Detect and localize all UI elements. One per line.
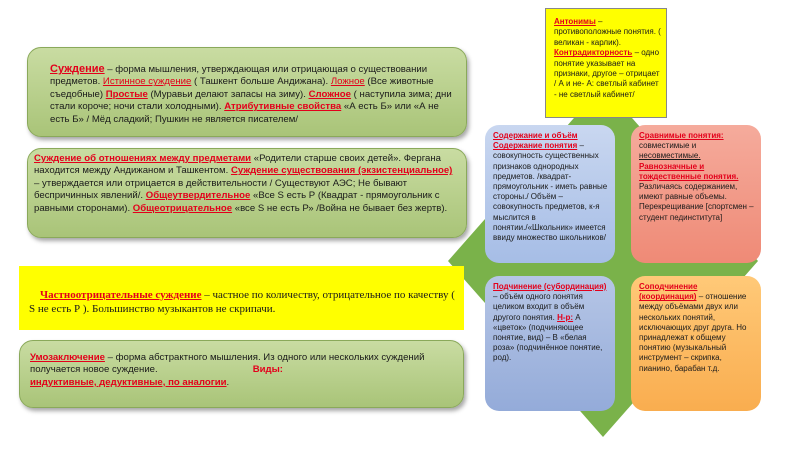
concept-content-text: – совокупность существенных признаков однородных предметов. /квадрат- прямоугольник - иметь равные стороны./ Объём – совокупность предметов, к-я мыслится в понятии./«Школьник» имеется ввиду множество школьников/ (493, 141, 608, 243)
subordination-text: – объём одного понятия целиком входит в объём другого понятия. (493, 292, 585, 322)
false-judgment-term: Ложное (330, 76, 365, 88)
partial-negative-text: – частное по количеству, отрицательное по качеству ( S не есть Р ). Большинство музыкантов не скрипачи. (29, 289, 455, 315)
complex-judgment-term: Сложное (308, 88, 351, 100)
partial-negative-judgment-card (19, 266, 464, 330)
equivalent-concepts-text: Различаясь содержанием, имеют равные объемы. Перекрещивание [спортсмен – студент пединститута] (639, 182, 754, 222)
subordination-term: Подчинение (субординация) (493, 282, 607, 291)
true-judgment-example: ( Ташкент больше Андижана). (191, 76, 331, 88)
existence-judgment-term: Суждение существования (экзистенциальное) (230, 165, 453, 177)
inference-types: индуктивные, дедуктивные, по аналогии (30, 376, 227, 388)
attributive-term: Атрибутивные свойства (224, 101, 342, 113)
subordination-example: А «цветок» (подчиняющее понятие, вид) – В «белая роза» (подчинённое понятие, род). (493, 312, 603, 363)
general-affirmative-term: Общеутвердительное (145, 190, 251, 202)
simple-judgment-term: Простые (105, 88, 148, 100)
antonyms-term: Антонимы (554, 17, 596, 26)
judgment-definition-text: – форма мышления, утверждающая или отрицающая о существовании предметов. (50, 64, 428, 88)
comparable-concepts-term: Сравнимые понятия: (639, 131, 724, 140)
coordination-term: Соподчинение (координация) (639, 282, 698, 302)
inference-card (19, 340, 464, 408)
existence-judgment-text: – утверждается или отрицается в действительности / Существуют АЭС; Не бывают беспричинных явлений/. (34, 177, 408, 202)
inference-text: – форма абстрактного мышления. Из одного или нескольких суждений получается новое суждение. (30, 352, 425, 376)
subordination-card (485, 276, 615, 411)
content-volume-card (485, 125, 615, 263)
antonyms-text: – противоположные понятия. ( великан - карлик). (554, 17, 661, 47)
contradiction-term: Контрадикторность (554, 48, 633, 58)
antonyms-card (545, 8, 667, 118)
general-negative-term: Общеотрицательное (132, 202, 233, 214)
types-label: Виды: (252, 364, 283, 376)
relations-judgment-card (27, 148, 467, 238)
contradiction-text: – одно понятие указывает на признаки, другое – отрицает / А и не- А: светлый кабинет - не светлый кабинет/ (554, 48, 660, 99)
content-volume-title: Содержание и объём (493, 131, 578, 140)
judgment-definition-card (27, 47, 467, 137)
coordination-card (631, 276, 761, 411)
true-judgment-term: Истинное суждение (102, 76, 192, 88)
partial-negative-term: Частноотрицательные суждение (40, 289, 202, 301)
false-judgment-example: (Все животные съедобные) (50, 76, 434, 100)
general-negative-example: «все S не есть Р» /Война не бывает без жертв). (232, 202, 448, 214)
general-affirmative-example: «Все S есть Р (Квадрат - прямоугольник с равными сторонами). (34, 190, 440, 214)
comparable-concepts-card (631, 125, 761, 263)
relations-judgment-example: «Родители старше своих детей». Фергана находится между Андижаном и Ташкентом. (34, 153, 441, 177)
relations-judgment-term: Суждение об отношениях между предметами (34, 153, 252, 164)
inference-term: Умозаключение (30, 352, 105, 363)
concept-content-term: Содержание понятия (493, 141, 578, 151)
equivalent-concepts-term: Равнозначные и тождественные понятия. (639, 161, 739, 181)
complex-judgment-example: ( наступила зима; дни стали короче; ночи стали холодными). (50, 88, 452, 113)
attributive-example: «А есть Б» или «А не есть Б» / Мёд сладкий; Пушкин не является писателем/ (50, 101, 439, 125)
incompatible-text: несовместимые. (639, 151, 701, 161)
simple-judgment-example: (Муравьи делают запасы на зиму). (147, 88, 309, 100)
judgment-term: Суждение (50, 63, 105, 75)
coordination-text: – отношение между объёмами двух или нескольких понятий, исключающих друг друга. Но принадлежат к общему понятию (музыкальный инструмент – скрипка, пианино, барабан т.д. (639, 292, 747, 373)
inference-types-end: . (226, 376, 230, 388)
compatible-text: совместимые и (639, 141, 697, 151)
example-label: Н-р: (557, 312, 574, 322)
